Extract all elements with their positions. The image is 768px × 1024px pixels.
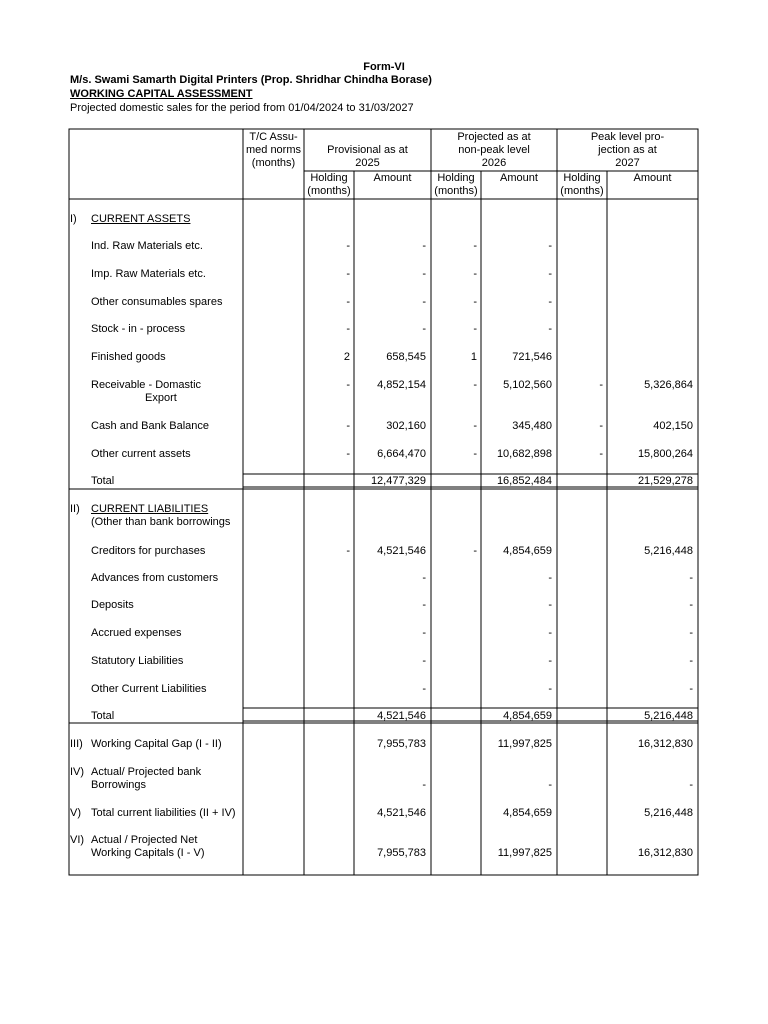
row-number: III) — [70, 738, 83, 750]
row-label: CURRENT LIABILITIES — [91, 503, 209, 515]
amount-cell: 345,480 — [512, 420, 552, 432]
amount-cell: - — [548, 779, 552, 791]
amount-cell: - — [422, 779, 426, 791]
amount-cell: 11,997,825 — [497, 847, 552, 859]
amount-cell: 11,997,825 — [497, 738, 552, 750]
row-label-line2: Working Capitals (I - V) — [91, 847, 205, 859]
header-holding: (months) — [434, 185, 478, 197]
header-amount: Amount — [500, 172, 538, 184]
row-number: II) — [70, 503, 80, 515]
amount-cell: - — [422, 627, 426, 639]
amount-cell: 4,854,659 — [503, 545, 552, 557]
amount-cell: - — [548, 572, 552, 584]
holding-cell: - — [473, 448, 477, 460]
header-provisional: 2025 — [355, 157, 380, 169]
amount-cell: 4,852,154 — [377, 379, 426, 391]
holding-cell: - — [599, 420, 603, 432]
row-label: CURRENT ASSETS — [91, 213, 191, 225]
amount-cell: - — [689, 572, 693, 584]
row-label: Total — [91, 710, 115, 722]
header-holding: Holding — [563, 172, 601, 184]
amount-cell: 402,150 — [653, 420, 693, 432]
holding-cell: - — [599, 448, 603, 460]
header-projected: Projected as at — [457, 131, 531, 143]
amount-cell: - — [422, 655, 426, 667]
amount-cell: - — [689, 599, 693, 611]
row-label: Finished goods — [91, 351, 166, 363]
header-projected: 2026 — [481, 157, 507, 169]
row-label: Total — [91, 475, 115, 487]
holding-cell: - — [346, 448, 350, 460]
row-label: Advances from customers — [91, 572, 219, 584]
amount-cell: 7,955,783 — [377, 738, 426, 750]
holding-cell: - — [473, 379, 477, 391]
header-amount: Amount — [633, 172, 672, 184]
header-norms: (months) — [251, 157, 296, 169]
holding-cell: - — [473, 323, 477, 335]
holding-cell: - — [346, 240, 350, 252]
header-holding: (months) — [307, 185, 351, 197]
amount-cell: 658,545 — [386, 351, 426, 363]
row-label: Total current liabilities (II + IV) — [91, 807, 236, 819]
amount-cell: - — [422, 240, 426, 252]
amount-cell: 721,546 — [512, 351, 552, 363]
holding-cell: - — [346, 323, 350, 335]
amount-cell: 4,521,546 — [377, 807, 426, 819]
row-label: Working Capital Gap (I - II) — [91, 738, 222, 750]
row-number: IV) — [70, 766, 85, 778]
row-label: Ind. Raw Materials etc. — [91, 240, 203, 252]
header-holding: (months) — [560, 185, 604, 197]
amount-cell: - — [548, 599, 552, 611]
holding-cell: - — [473, 240, 477, 252]
amount-cell: 5,216,448 — [644, 710, 693, 722]
row-label: Creditors for purchases — [91, 545, 206, 557]
holding-cell: - — [473, 296, 477, 308]
amount-cell: - — [548, 268, 552, 280]
row-label: Other consumables spares — [91, 296, 223, 308]
header-projected: non-peak level — [458, 144, 530, 156]
holding-cell: - — [599, 379, 603, 391]
amount-cell: 15,800,264 — [637, 448, 693, 460]
amount-cell: - — [548, 627, 552, 639]
amount-cell: - — [689, 683, 693, 695]
form-number: Form-VI — [363, 61, 405, 73]
amount-cell: - — [548, 683, 552, 695]
amount-cell: 4,521,546 — [377, 545, 426, 557]
holding-cell: - — [473, 420, 477, 432]
row-label-line2: Export — [145, 392, 177, 404]
row-label-line2: Borrowings — [91, 779, 147, 791]
document-title: WORKING CAPITAL ASSESSMENT — [70, 88, 253, 100]
amount-cell: - — [548, 655, 552, 667]
amount-cell: 16,852,484 — [496, 475, 552, 487]
holding-cell: - — [346, 545, 350, 557]
amount-cell: 5,102,560 — [503, 379, 552, 391]
amount-cell: 12,477,329 — [370, 475, 426, 487]
amount-cell: - — [548, 240, 552, 252]
amount-cell: - — [422, 268, 426, 280]
row-number: V) — [70, 807, 81, 819]
amount-cell: 7,955,783 — [377, 847, 426, 859]
amount-cell: 21,529,278 — [637, 475, 693, 487]
row-label: Receivable - Domastic — [91, 379, 202, 391]
period-text: Projected domestic sales for the period from 01/04/2024 to 31/03/2027 — [70, 102, 414, 114]
header-holding: Holding — [437, 172, 475, 184]
amount-cell: 4,521,546 — [377, 710, 426, 722]
amount-cell: - — [689, 627, 693, 639]
amount-cell: - — [548, 296, 552, 308]
amount-cell: 10,682,898 — [496, 448, 552, 460]
amount-cell: - — [422, 323, 426, 335]
firm-name: M/s. Swami Samarth Digital Printers (Prop. Shridhar Chindha Borase) — [70, 74, 432, 86]
header-norms: T/C Assu- — [249, 131, 298, 143]
amount-cell: - — [689, 655, 693, 667]
amount-cell: - — [422, 296, 426, 308]
amount-cell: 4,854,659 — [503, 710, 552, 722]
holding-cell: - — [346, 420, 350, 432]
row-label: Stock - in - process — [91, 323, 186, 335]
amount-cell: 5,216,448 — [644, 807, 693, 819]
amount-cell: 302,160 — [386, 420, 426, 432]
row-number: VI) — [70, 834, 85, 846]
row-label: Statutory Liabilities — [91, 655, 184, 667]
row-label: Cash and Bank Balance — [91, 420, 210, 432]
header-holding: Holding — [310, 172, 348, 184]
holding-cell: - — [346, 379, 350, 391]
row-label: Deposits — [91, 599, 134, 611]
amount-cell: 5,326,864 — [644, 379, 693, 391]
amount-cell: 6,664,470 — [377, 448, 426, 460]
amount-cell: - — [689, 779, 693, 791]
holding-cell: - — [346, 268, 350, 280]
amount-cell: - — [548, 323, 552, 335]
header-amount: Amount — [373, 172, 412, 184]
header-peak: jection as at — [598, 144, 657, 156]
header-provisional: Provisional as at — [327, 144, 408, 156]
row-label: Other Current Liabilities — [91, 683, 207, 695]
row-label-line2: (Other than bank borrowings — [91, 516, 231, 528]
holding-cell: - — [473, 268, 477, 280]
holding-cell: - — [473, 545, 477, 557]
row-label: Accrued expenses — [91, 627, 182, 639]
amount-cell: 16,312,830 — [637, 738, 693, 750]
amount-cell: - — [422, 572, 426, 584]
holding-cell: - — [346, 296, 350, 308]
amount-cell: 16,312,830 — [637, 847, 693, 859]
header-peak: Peak level pro- — [590, 131, 665, 143]
row-label: Imp. Raw Materials etc. — [91, 268, 206, 280]
row-label: Actual / Projected Net — [91, 834, 198, 846]
amount-cell: - — [422, 599, 426, 611]
row-label: Other current assets — [91, 448, 191, 460]
amount-cell: 5,216,448 — [644, 545, 693, 557]
holding-cell: 2 — [343, 351, 350, 363]
holding-cell: 1 — [470, 351, 477, 363]
row-number: I) — [70, 213, 77, 225]
header-peak: 2027 — [615, 157, 640, 169]
amount-cell: 4,854,659 — [503, 807, 552, 819]
row-label: Actual/ Projected bank — [91, 766, 202, 778]
amount-cell: - — [422, 683, 426, 695]
header-norms: med norms — [245, 144, 302, 156]
